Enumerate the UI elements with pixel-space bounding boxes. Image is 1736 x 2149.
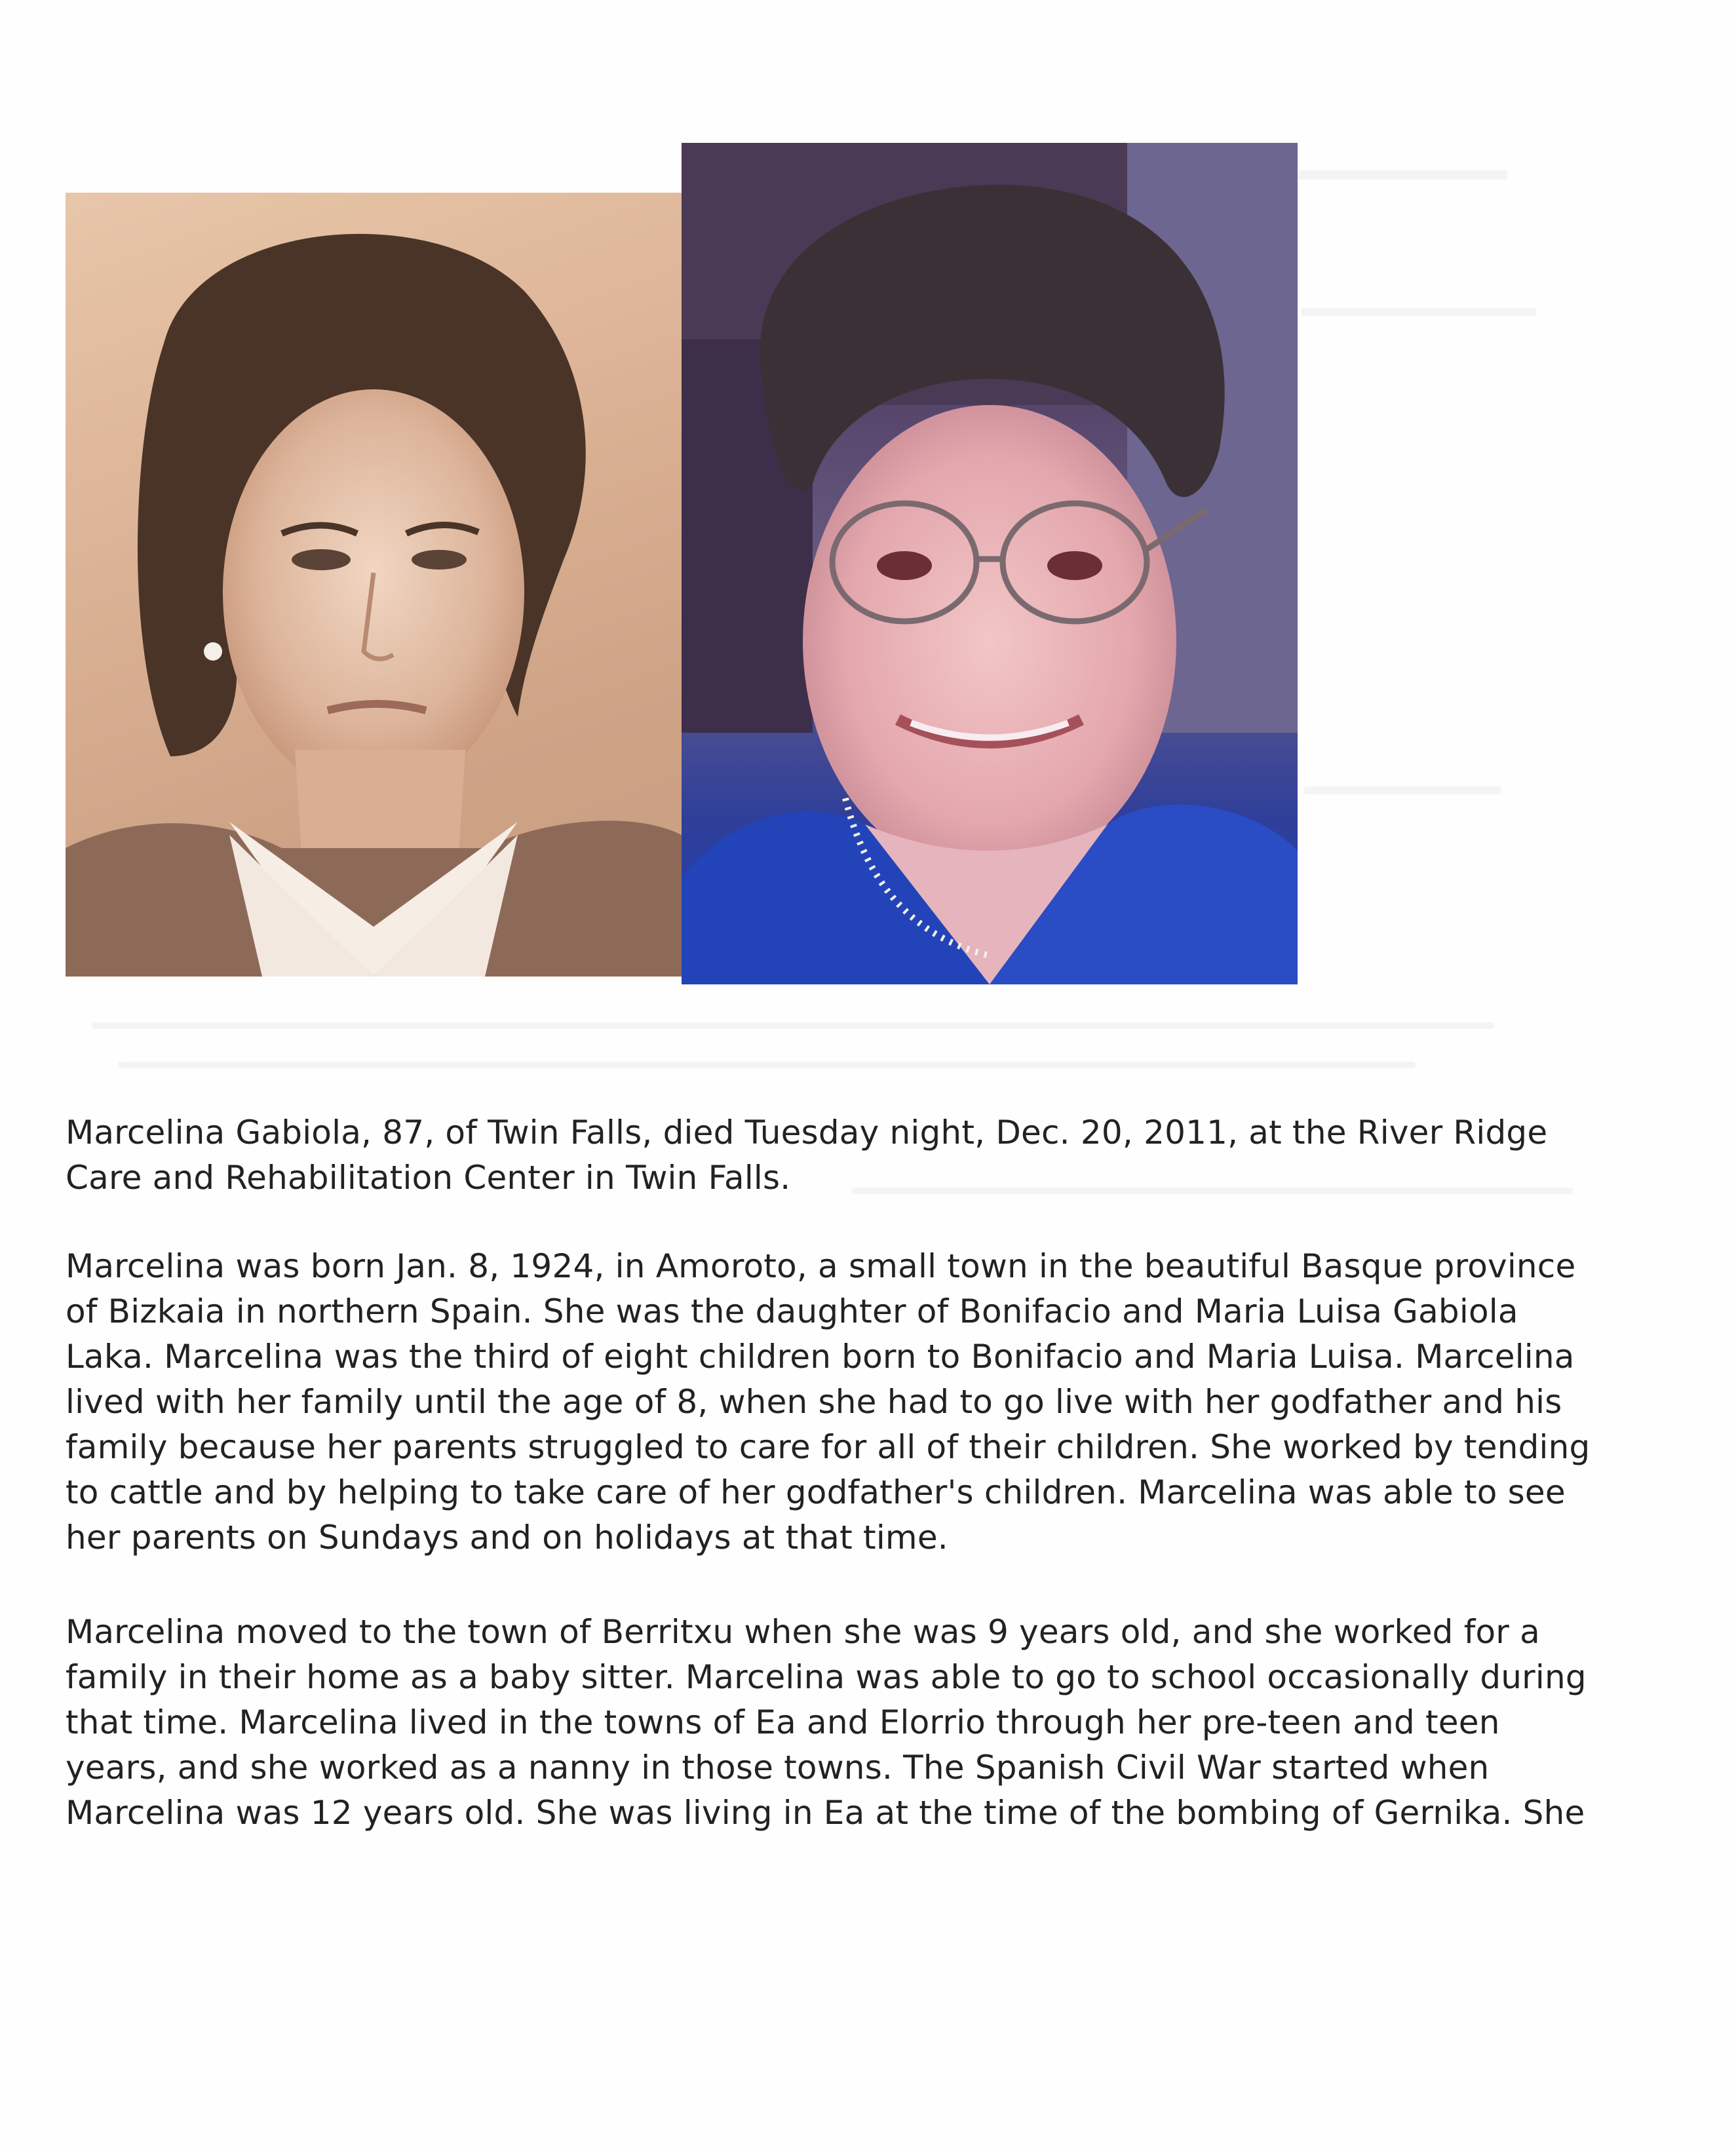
portrait-photo-young bbox=[66, 193, 682, 977]
paragraph-line: Marcelina moved to the town of Berritxu when she was 9 years old, and she worked for a bbox=[66, 1613, 1540, 1651]
paragraph-line: of Bizkaia in northern Spain. She was the daughter of Bonifacio and Maria Luisa Gabiola bbox=[66, 1292, 1518, 1330]
paragraph-line: her parents on Sundays and on holidays at that time. bbox=[66, 1519, 948, 1557]
obituary-paragraph-1 bbox=[66, 1110, 1599, 1201]
portrait-photo-old bbox=[682, 143, 1298, 984]
paragraph-line: Care and Rehabilitation Center in Twin Falls. bbox=[66, 1159, 791, 1197]
paragraph-line: family in their home as a baby sitter. Marcelina was able to go to school occasionally during bbox=[66, 1658, 1587, 1696]
portrait-photo-old-drawing bbox=[682, 143, 1298, 984]
obituary-paragraph-3 bbox=[66, 1610, 1599, 1836]
paragraph-line: lived with her family until the age of 8, when she had to go live with her godfather and his bbox=[66, 1383, 1562, 1421]
scan-artifact bbox=[1298, 170, 1507, 180]
paragraph-line: to cattle and by helping to take care of her godfather's children. Marcelina was able to see bbox=[66, 1473, 1566, 1511]
paragraph-line: Marcelina was born Jan. 8, 1924, in Amoroto, a small town in the beautiful Basque province bbox=[66, 1247, 1576, 1285]
scan-artifact bbox=[92, 1022, 1494, 1029]
paragraph-line: Laka. Marcelina was the third of eight children born to Bonifacio and Maria Luisa. Marcelina bbox=[66, 1338, 1575, 1376]
paragraph-line: Marcelina Gabiola, 87, of Twin Falls, died Tuesday night, Dec. 20, 2011, at the River Ridge bbox=[66, 1113, 1548, 1152]
obituary-paragraph-2 bbox=[66, 1244, 1599, 1560]
scan-artifact bbox=[1304, 786, 1501, 794]
paragraph-line: years, and she worked as a nanny in those towns. The Spanish Civil War started when bbox=[66, 1749, 1490, 1787]
scan-artifact bbox=[118, 1062, 1416, 1068]
portrait-photo-young-drawing bbox=[66, 193, 682, 977]
paragraph-line: that time. Marcelina lived in the towns of Ea and Elorrio through her pre-teen and teen bbox=[66, 1703, 1500, 1741]
scan-artifact bbox=[1301, 308, 1537, 316]
paragraph-line: family because her parents struggled to care for all of their children. She worked by tending bbox=[66, 1428, 1591, 1466]
paragraph-line: Marcelina was 12 years old. She was living in Ea at the time of the bombing of Gernika. She bbox=[66, 1794, 1585, 1832]
